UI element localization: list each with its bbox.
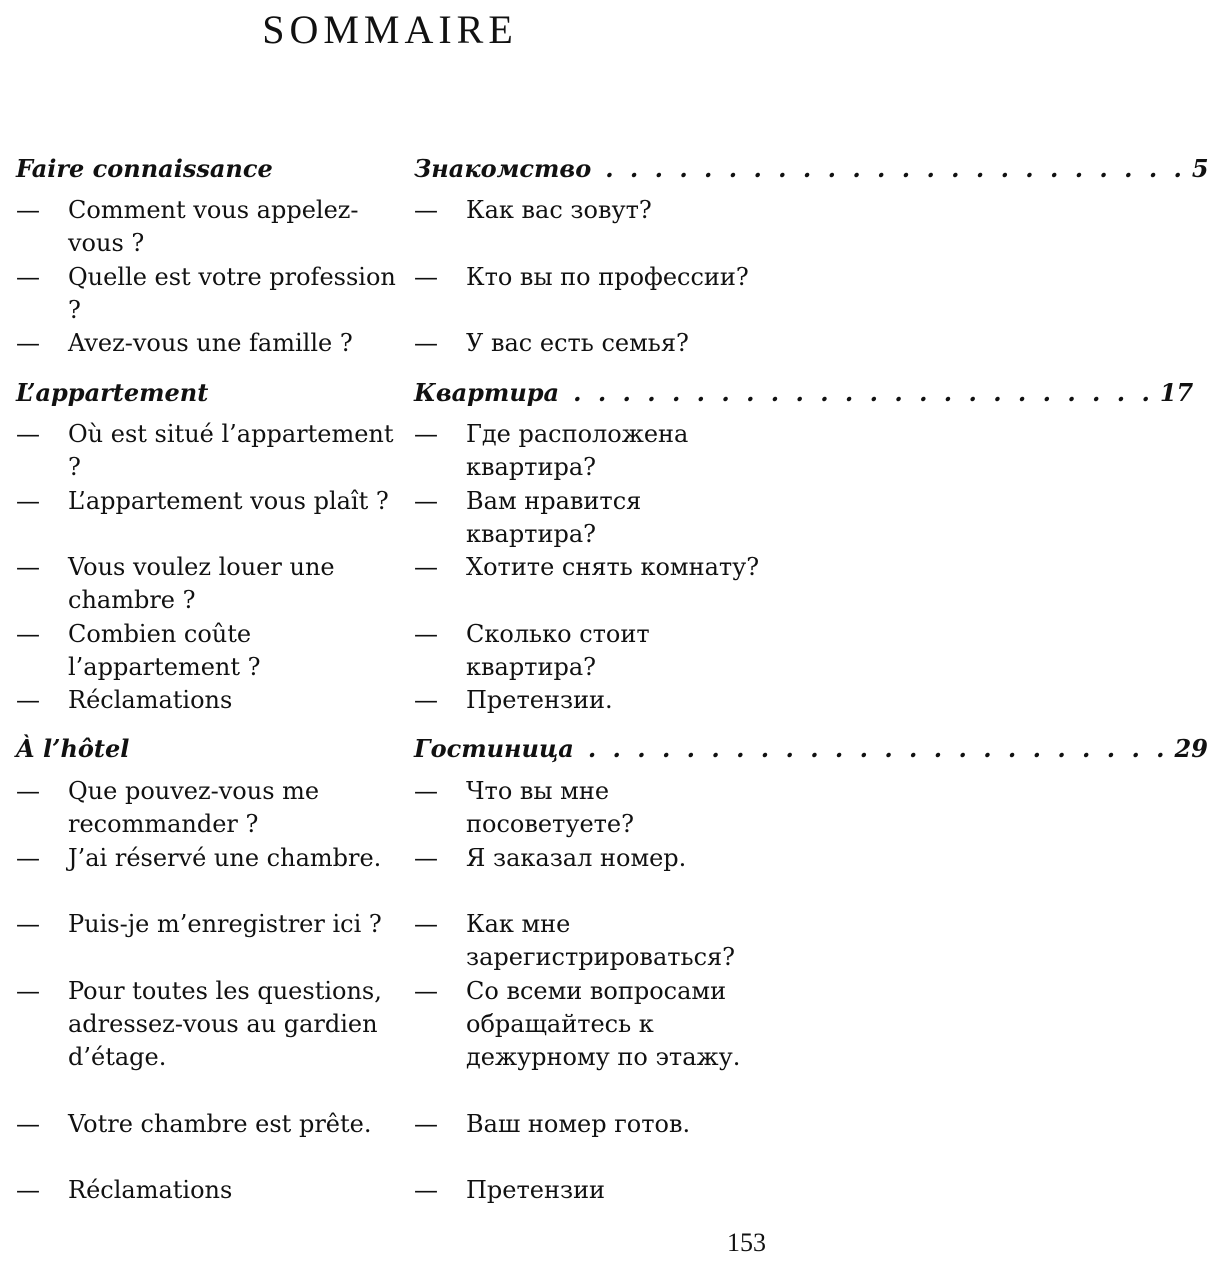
item-dash: — <box>414 1176 438 1204</box>
item-dash: — <box>414 977 438 1005</box>
section-page-number: 29 <box>1174 734 1208 763</box>
section-title: Гостиница <box>414 734 574 763</box>
item-dash: — <box>16 196 40 224</box>
list-item <box>414 1108 770 1141</box>
item-dash: — <box>414 686 438 714</box>
item-dash: — <box>414 196 438 224</box>
item-text: Combien coûte l’appartement ? <box>68 620 261 681</box>
list-item <box>16 418 396 484</box>
list-item <box>414 327 770 360</box>
page-title: SOMMAIRE <box>262 7 518 52</box>
item-dash: — <box>414 777 438 805</box>
list-item <box>414 261 770 294</box>
section-title: Квартира <box>414 378 560 407</box>
list-item <box>414 775 770 841</box>
item-dash: — <box>16 910 40 938</box>
item-dash: — <box>414 329 438 357</box>
list-item <box>16 775 396 841</box>
item-dash: — <box>16 777 40 805</box>
item-text: Претензии. <box>466 686 613 714</box>
list-item <box>16 485 396 518</box>
list-item <box>414 1174 770 1207</box>
section-heading-fr: Faire connaissance <box>16 154 273 183</box>
list-item <box>16 618 396 684</box>
list-item <box>16 1108 396 1141</box>
list-item <box>16 908 396 941</box>
list-item <box>414 194 770 227</box>
list-item <box>414 551 770 584</box>
item-text: Quelle est votre profession ? <box>68 263 396 324</box>
item-text: Претензии <box>466 1176 606 1204</box>
item-text: Votre chambre est prête. <box>68 1110 372 1138</box>
section-heading-ru <box>414 378 1194 408</box>
item-text: J’ai réservé une chambre. <box>68 844 382 872</box>
section-heading-fr: À l’hôtel <box>16 734 130 763</box>
list-item <box>414 975 770 1074</box>
item-dash: — <box>16 1110 40 1138</box>
item-text: Comment vous appelez-vous ? <box>68 196 359 257</box>
item-text: Со всеми вопросами обращайтесь к дежурному по этажу. <box>466 977 741 1071</box>
item-text: Как вас зовут? <box>466 196 652 224</box>
item-text: Vous voulez louer une chambre ? <box>68 553 335 614</box>
item-text: Avez-vous une famille ? <box>68 329 353 357</box>
list-item <box>16 327 396 360</box>
item-text: L’appartement vous plaît ? <box>68 487 389 515</box>
section-page-number: 17 <box>1159 378 1194 407</box>
item-dash: — <box>414 620 438 648</box>
list-item <box>16 194 396 260</box>
item-text: Вам нравится квартира? <box>466 487 642 548</box>
item-text: Que pouvez-vous me recommander ? <box>68 777 320 838</box>
item-dash: — <box>16 977 40 1005</box>
item-dash: — <box>414 1110 438 1138</box>
section-page-number: 5 <box>1191 154 1209 183</box>
item-text: Réclamations <box>68 1176 233 1204</box>
list-item <box>16 551 396 617</box>
item-dash: — <box>16 553 40 581</box>
item-dash: — <box>414 263 438 291</box>
item-text: Хотите снять комнату? <box>466 553 760 581</box>
item-text: Réclamations <box>68 686 233 714</box>
list-item <box>414 418 770 484</box>
leader-dots: . . . . . . . . . . . . . . . . . . . . . . . . <box>605 154 1186 183</box>
list-item <box>16 975 396 1074</box>
item-text: Puis-je m’enregistrer ici ? <box>68 910 382 938</box>
item-dash: — <box>414 844 438 872</box>
item-text: Ваш номер готов. <box>466 1110 691 1138</box>
section-heading-ru <box>414 734 1208 764</box>
item-dash: — <box>16 686 40 714</box>
section-heading-fr: L’appartement <box>16 378 209 407</box>
item-dash: — <box>16 487 40 515</box>
item-dash: — <box>414 487 438 515</box>
list-item <box>414 842 770 875</box>
list-item <box>16 842 396 875</box>
item-text: Что вы мне посоветуете? <box>466 777 634 838</box>
item-text: Où est situé l’appartement ? <box>68 420 394 481</box>
item-text: У вас есть семья? <box>466 329 689 357</box>
list-item <box>414 485 770 551</box>
item-dash: — <box>16 420 40 448</box>
list-item <box>414 684 770 717</box>
item-dash: — <box>16 1176 40 1204</box>
item-text: Сколько стоит квартира? <box>466 620 650 681</box>
item-dash: — <box>16 263 40 291</box>
list-item <box>16 1174 396 1207</box>
item-dash: — <box>414 910 438 938</box>
item-dash: — <box>16 844 40 872</box>
leader-dots: . . . . . . . . . . . . . . . . . . . . . . . . <box>573 378 1154 407</box>
list-item <box>414 908 770 974</box>
item-text: Кто вы по профессии? <box>466 263 749 291</box>
page-number: 153 <box>727 1228 766 1257</box>
item-dash: — <box>414 553 438 581</box>
item-text: Pour toutes les questions, adressez-vous au gardien d’étage. <box>68 977 382 1071</box>
section-heading-ru <box>414 154 1209 184</box>
item-text: Как мне зарегистрироваться? <box>466 910 736 971</box>
list-item <box>16 684 396 717</box>
list-item <box>16 261 396 327</box>
item-dash: — <box>16 620 40 648</box>
item-dash: — <box>414 420 438 448</box>
item-dash: — <box>16 329 40 357</box>
section-title: Знакомство <box>414 154 592 183</box>
list-item <box>414 618 770 684</box>
leader-dots: . . . . . . . . . . . . . . . . . . . . . . . . <box>587 734 1169 763</box>
item-text: Где расположена квартира? <box>466 420 689 481</box>
item-text: Я заказал номер. <box>466 844 687 872</box>
